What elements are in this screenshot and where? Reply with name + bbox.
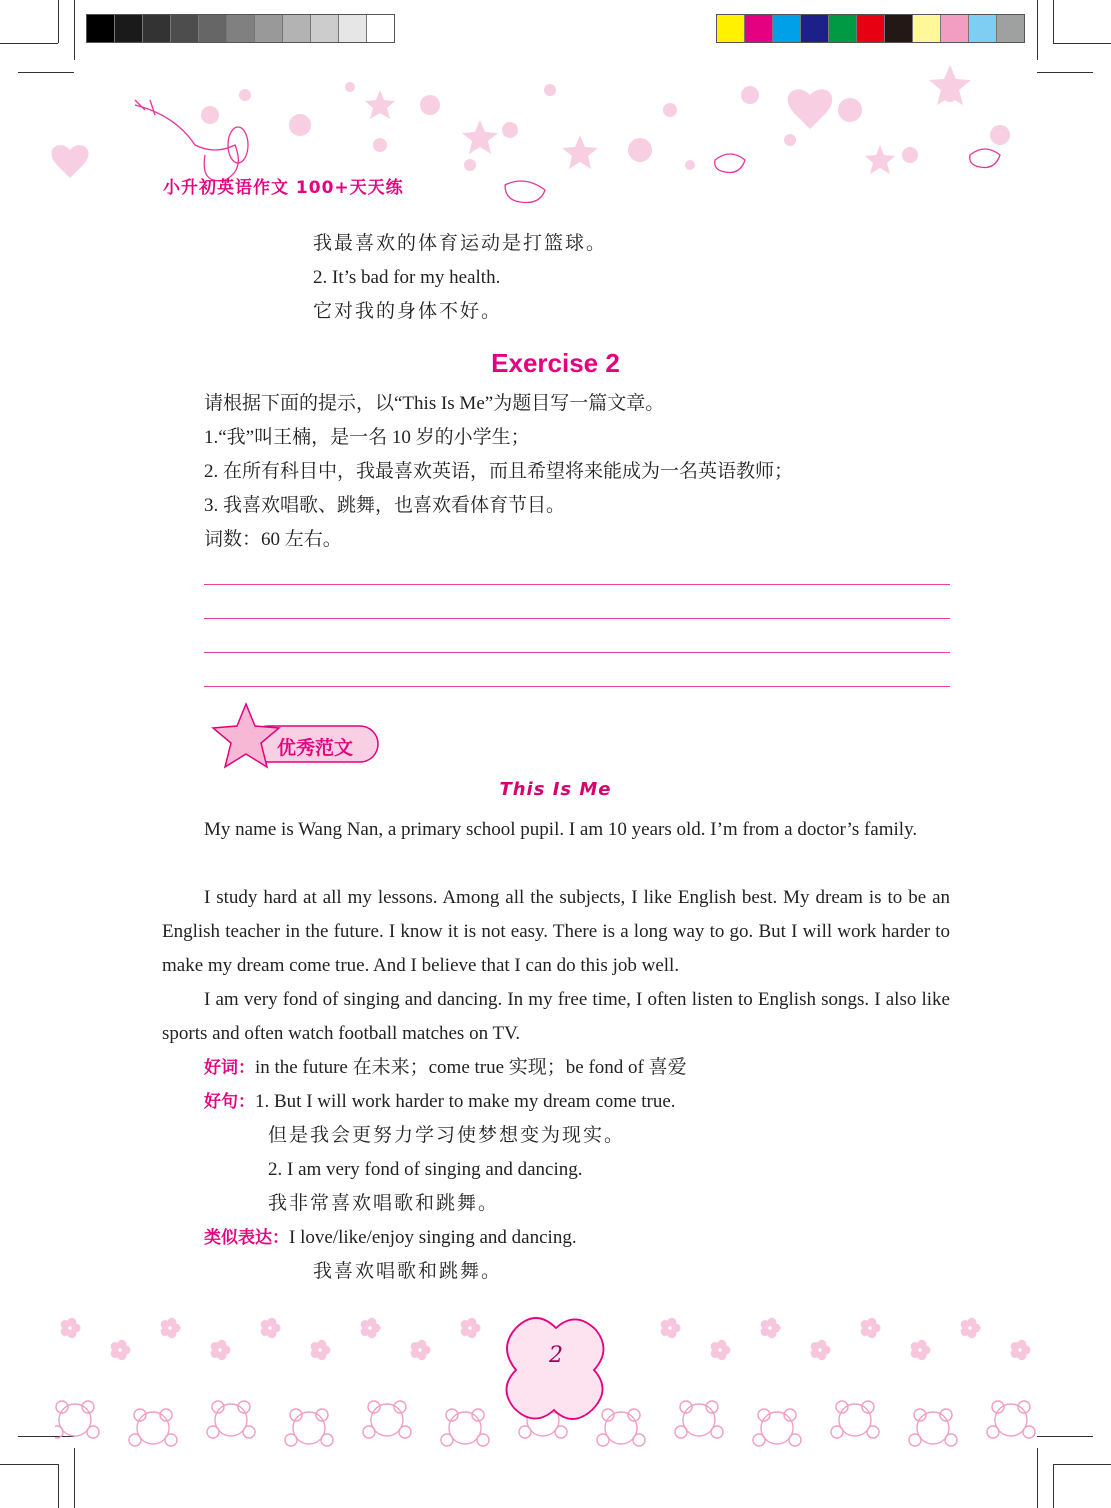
color-swatch bbox=[311, 15, 339, 42]
flower-petal bbox=[217, 1340, 226, 1349]
color-swatch bbox=[255, 15, 283, 42]
flower-petal bbox=[317, 1340, 326, 1349]
flower-petal bbox=[467, 1318, 476, 1327]
good-words-label: 好词： bbox=[204, 1058, 255, 1078]
good-sentences-label: 好句： bbox=[204, 1092, 255, 1112]
similar-expression-english: I love/like/enjoy singing and dancing. bbox=[289, 1227, 577, 1248]
bear-outline bbox=[987, 1401, 1035, 1438]
flower-petal bbox=[267, 1318, 276, 1327]
similar-expression-chinese: 我喜欢唱歌和跳舞。 bbox=[313, 1261, 503, 1282]
similar-expression-label: 类似表达： bbox=[204, 1228, 289, 1248]
crop-mark bbox=[1053, 1464, 1111, 1465]
color-swatch bbox=[171, 15, 199, 42]
bear-outline bbox=[207, 1401, 255, 1438]
flower-petal bbox=[667, 1318, 676, 1327]
color-swatch bbox=[339, 15, 367, 42]
essay-paragraph: I study hard at all my lessons. Among all the subjects, I like English best. My dream is to be an English teacher in the future. I know it is not easy. There is a long way to go. But I will work harder to make my dream come true. And I believe that I can do this job well. bbox=[162, 887, 950, 976]
color-swatch bbox=[773, 15, 801, 42]
carryover-chinese-line: 我最喜欢的体育运动是打篮球。 bbox=[313, 233, 608, 254]
bear-outline bbox=[55, 1401, 99, 1438]
good-sentence-english: 1. But I will work harder to make my dream come true. bbox=[255, 1091, 676, 1112]
similar-expression-row bbox=[204, 1226, 577, 1250]
flower-petal bbox=[1017, 1340, 1026, 1349]
good-sentence-english: 2. I am very fond of singing and dancing. bbox=[268, 1159, 583, 1180]
writing-line bbox=[204, 686, 950, 687]
bear-outline bbox=[909, 1409, 957, 1446]
exercise-hint: 3. 我喜欢唱歌、跳舞，也喜欢看体育节目。 bbox=[204, 495, 566, 516]
color-swatch bbox=[885, 15, 913, 42]
crop-mark bbox=[58, 0, 59, 43]
exercise-title: Exercise 2 bbox=[491, 348, 620, 378]
carryover-chinese-translation: 它对我的身体不好。 bbox=[313, 301, 503, 322]
good-words-text: in the future 在未来；come true 实现；be fond of 喜爱 bbox=[255, 1057, 687, 1078]
flower-petal bbox=[717, 1340, 726, 1349]
bear-outline bbox=[441, 1409, 489, 1446]
exercise-prompt: 请根据下面的提示，以“This Is Me”为题目写一篇文章。 bbox=[204, 393, 665, 414]
color-swatch bbox=[143, 15, 171, 42]
writing-line bbox=[204, 584, 950, 585]
exercise-hint: 1.“我”叫王楠，是一名 10 岁的小学生； bbox=[204, 427, 530, 448]
bear-outline bbox=[285, 1409, 333, 1446]
color-swatch bbox=[857, 15, 885, 42]
writing-line bbox=[204, 618, 950, 619]
color-swatch bbox=[801, 15, 829, 42]
crop-mark bbox=[1053, 0, 1054, 43]
good-sentences-row bbox=[204, 1090, 676, 1114]
crop-mark bbox=[1037, 0, 1038, 60]
crop-mark bbox=[1053, 1464, 1054, 1508]
footer-flower-border bbox=[55, 1310, 1055, 1460]
color-swatch bbox=[745, 15, 773, 42]
color-swatch bbox=[717, 15, 745, 42]
flower-petal bbox=[117, 1340, 126, 1349]
flower-petal bbox=[67, 1318, 76, 1327]
bear-outline bbox=[363, 1401, 411, 1438]
color-swatch bbox=[969, 15, 997, 42]
bear-outline bbox=[753, 1409, 801, 1446]
color-swatch bbox=[283, 15, 311, 42]
color-swatch bbox=[997, 15, 1024, 42]
good-sentence-chinese: 但是我会更努力学习使梦想变为现实。 bbox=[268, 1125, 626, 1146]
flower-petal bbox=[167, 1318, 176, 1327]
color-swatch bbox=[87, 15, 115, 42]
color-swatch bbox=[913, 15, 941, 42]
page-number: 2 bbox=[549, 1343, 563, 1368]
bear-outline bbox=[129, 1409, 177, 1446]
flower-petal bbox=[867, 1318, 876, 1327]
color-swatch bbox=[199, 15, 227, 42]
flower-petal bbox=[817, 1340, 826, 1349]
badge-label: 优秀范文 bbox=[277, 737, 354, 759]
crop-mark bbox=[74, 0, 75, 60]
sample-essay-badge bbox=[202, 702, 382, 776]
carryover-english-sentence: 2. It’s bad for my health. bbox=[313, 267, 501, 288]
crop-mark bbox=[0, 43, 58, 44]
writing-line bbox=[204, 652, 950, 653]
flower-petal bbox=[417, 1340, 426, 1349]
bear-outline bbox=[597, 1409, 645, 1446]
bear-outline bbox=[675, 1401, 723, 1438]
bear-outline bbox=[831, 1401, 879, 1438]
color-swatch bbox=[829, 15, 857, 42]
crop-mark bbox=[0, 1464, 58, 1465]
good-words-row bbox=[204, 1056, 687, 1080]
color-swatch bbox=[227, 15, 255, 42]
good-sentence-chinese: 我非常喜欢唱歌和跳舞。 bbox=[268, 1193, 500, 1214]
essay-paragraph: I am very fond of singing and dancing. In my free time, I often listen to English songs. I also like sports and often watch football matches on TV. bbox=[162, 989, 950, 1044]
flower-petal bbox=[367, 1318, 376, 1327]
crop-mark bbox=[58, 1464, 59, 1508]
flower-petal bbox=[917, 1340, 926, 1349]
crop-mark bbox=[1053, 43, 1111, 44]
word-count-requirement: 词数：60 左右。 bbox=[204, 529, 342, 550]
grayscale-color-bar bbox=[86, 14, 395, 43]
color-swatch bbox=[367, 15, 394, 42]
essay-title: This Is Me bbox=[499, 779, 612, 800]
process-color-bar bbox=[716, 14, 1025, 43]
exercise-hint: 2. 在所有科目中，我最喜欢英语，而且希望将来能成为一名英语教师； bbox=[204, 461, 794, 482]
essay-paragraph: My name is Wang Nan, a primary school pupil. I am 10 years old. I’m from a doctor’s family. bbox=[204, 819, 918, 840]
flower-petal bbox=[967, 1318, 976, 1327]
color-swatch bbox=[115, 15, 143, 42]
color-swatch bbox=[941, 15, 969, 42]
running-header-title: 小升初英语作文 100+天天练 bbox=[163, 178, 404, 198]
flower-petal bbox=[767, 1318, 776, 1327]
